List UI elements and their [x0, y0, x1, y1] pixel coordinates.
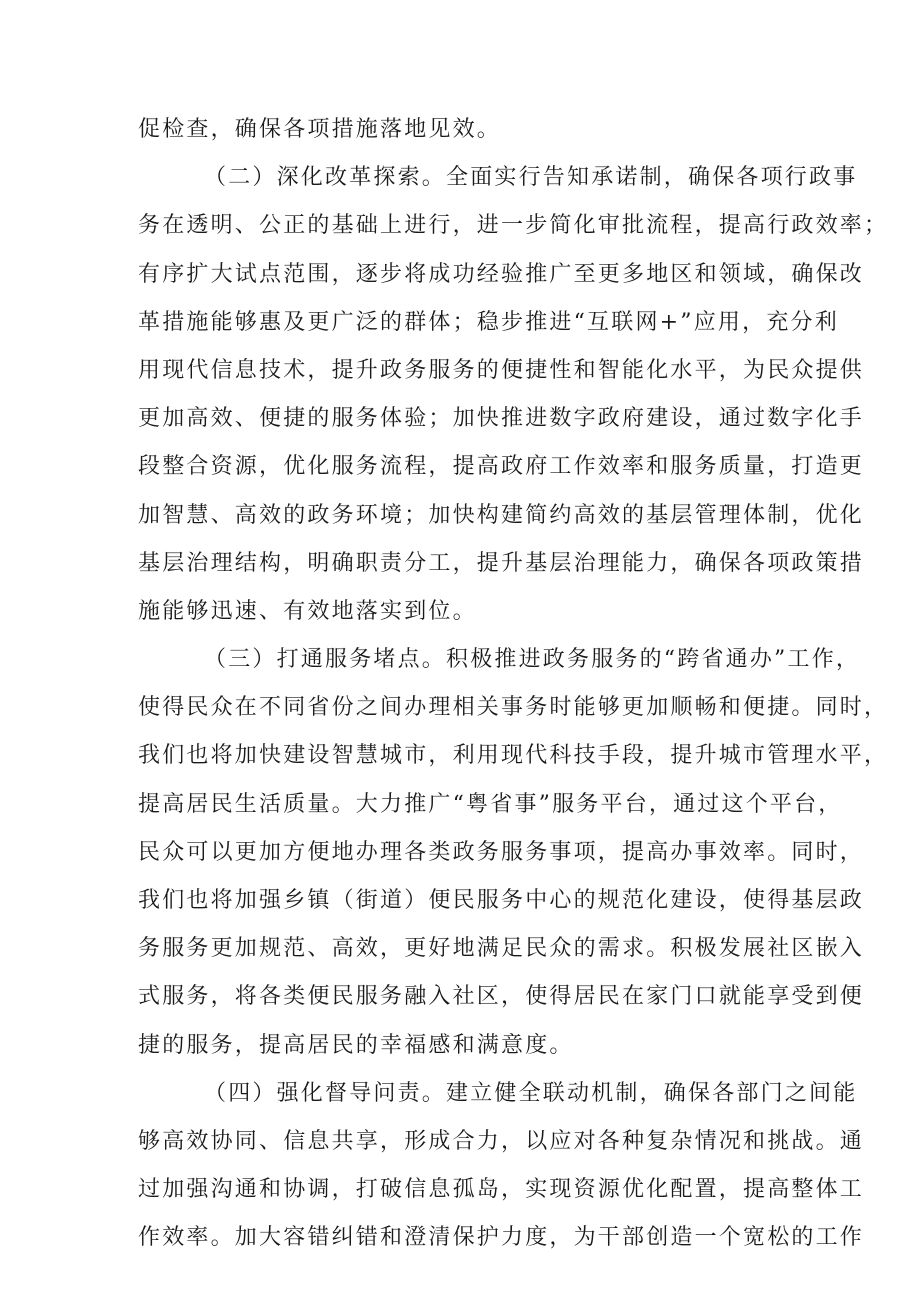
- text-line: （四）强化督导问责。建立健全联动机制，确保各部门之间能: [204, 1080, 858, 1106]
- text-line: 过加强沟通和协调，打破信息孤岛，实现资源优化配置，提高整体工: [138, 1177, 865, 1203]
- text-line: 我们也将加强乡镇（街道）便民服务中心的规范化建设，使得基层政: [138, 888, 865, 913]
- text-line: 施能够迅速、有效地落实到位。: [138, 598, 477, 624]
- text-line: 段整合资源，优化服务流程，提高政府工作效率和服务质量，打造更: [138, 454, 865, 480]
- text-line: 民众可以更加方便地办理各类政务服务事项，提高办事效率。同时，: [138, 839, 865, 865]
- text-line: 促检查，确保各项措施落地见效。: [138, 117, 502, 142]
- paragraph-p0: [138, 106, 784, 154]
- text-line: 革措施能够惠及更广泛的群体；稳步推进“互联网+”应用，充分利: [138, 309, 839, 335]
- text-line: 务服务更加规范、高效，更好地满足民众的需求。积极发展社区嵌入: [138, 936, 865, 962]
- text-line: 够高效协同、信息共享，形成合力，以应对各种复杂情况和挑战。通: [138, 1128, 865, 1154]
- document-body: [138, 106, 889, 1263]
- text-line: 我们也将加快建设智慧城市，利用现代科技手段，提升城市管理水平，: [138, 743, 889, 769]
- text-line: 提高居民生活质量。大力推广“粤省事”服务平台，通过这个平台，: [138, 791, 843, 817]
- text-line: 有序扩大试点范围，逐步将成功经验推广至更多地区和领域，确保改: [138, 261, 865, 287]
- paragraph-p3: [138, 1070, 865, 1263]
- text-line: （三）打通服务堵点。积极推进政务服务的“跨省通办”工作，: [204, 647, 861, 673]
- text-line: （二）深化改革探索。全面实行告知承诺制，确保各项行政事: [204, 165, 858, 191]
- text-line: 基层治理结构，明确职责分工，提升基层治理能力，确保各项政策措: [138, 550, 865, 576]
- text-line: 捷的服务，提高居民的幸福感和满意度。: [138, 1032, 574, 1058]
- text-line: 作效率。加大容错纠错和澄清保护力度，为干部创造一个宽松的工作: [138, 1225, 865, 1251]
- text-line: 加智慧、高效的政务环境；加快构建简约高效的基层管理体制，优化: [138, 502, 865, 528]
- text-line: 务在透明、公正的基础上进行，进一步简化审批流程，提高行政效率；: [138, 213, 889, 239]
- paragraph-p2: [138, 636, 889, 1070]
- paragraph-p1: [138, 154, 889, 636]
- text-line: 更加高效、便捷的服务体验；加快推进数字政府建设，通过数字化手: [138, 406, 865, 432]
- text-line: 式服务，将各类便民服务融入社区，使得居民在家门口就能享受到便: [138, 984, 865, 1010]
- text-line: 使得民众在不同省份之间办理相关事务时能够更加顺畅和便捷。同时，: [138, 695, 889, 721]
- text-line: 用现代信息技术，提升政务服务的便捷性和智能化水平，为民众提供: [138, 357, 865, 383]
